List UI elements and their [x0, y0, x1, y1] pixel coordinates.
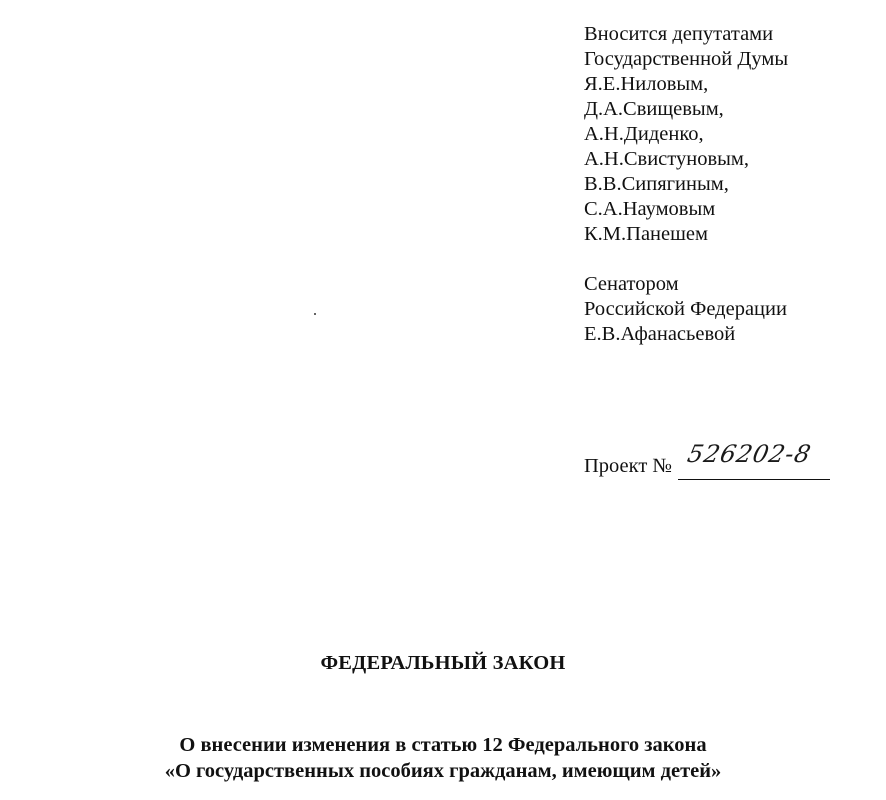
document-title-line: «О государственных пособиях гражданам, имеющим детей» [164, 760, 722, 782]
submitters-block [584, 22, 884, 247]
document-title [0, 732, 886, 784]
senator-name: Е.В.Афанасьевой [584, 323, 736, 345]
submitter-name: А.Н.Свистуновым, [584, 148, 749, 170]
submitters-line: Вносится депутатами [584, 23, 774, 45]
project-label: Проект № [584, 455, 672, 477]
document-title-line: О внесении изменения в статью 12 Федерального закона [179, 734, 707, 756]
submitter-name: Д.А.Свищевым, [584, 98, 724, 120]
project-number-block [584, 440, 844, 483]
scan-dot [314, 313, 316, 315]
senator-block [584, 272, 884, 347]
submitter-name: Я.Е.Ниловым, [584, 73, 709, 95]
submitter-name: В.В.Сипягиным, [584, 173, 729, 195]
submitter-name: К.М.Панешем [584, 223, 708, 245]
senator-line: Сенатором [584, 273, 679, 295]
project-number-field [678, 440, 830, 480]
submitter-name: С.А.Наумовым [584, 198, 716, 220]
document-type-heading: ФЕДЕРАЛЬНЫЙ ЗАКОН [320, 652, 566, 674]
submitters-line: Государственной Думы [584, 48, 789, 70]
project-number-handwritten: 526202-8 [685, 440, 814, 468]
submitter-name: А.Н.Диденко, [584, 123, 704, 145]
senator-line: Российской Федерации [584, 298, 787, 320]
